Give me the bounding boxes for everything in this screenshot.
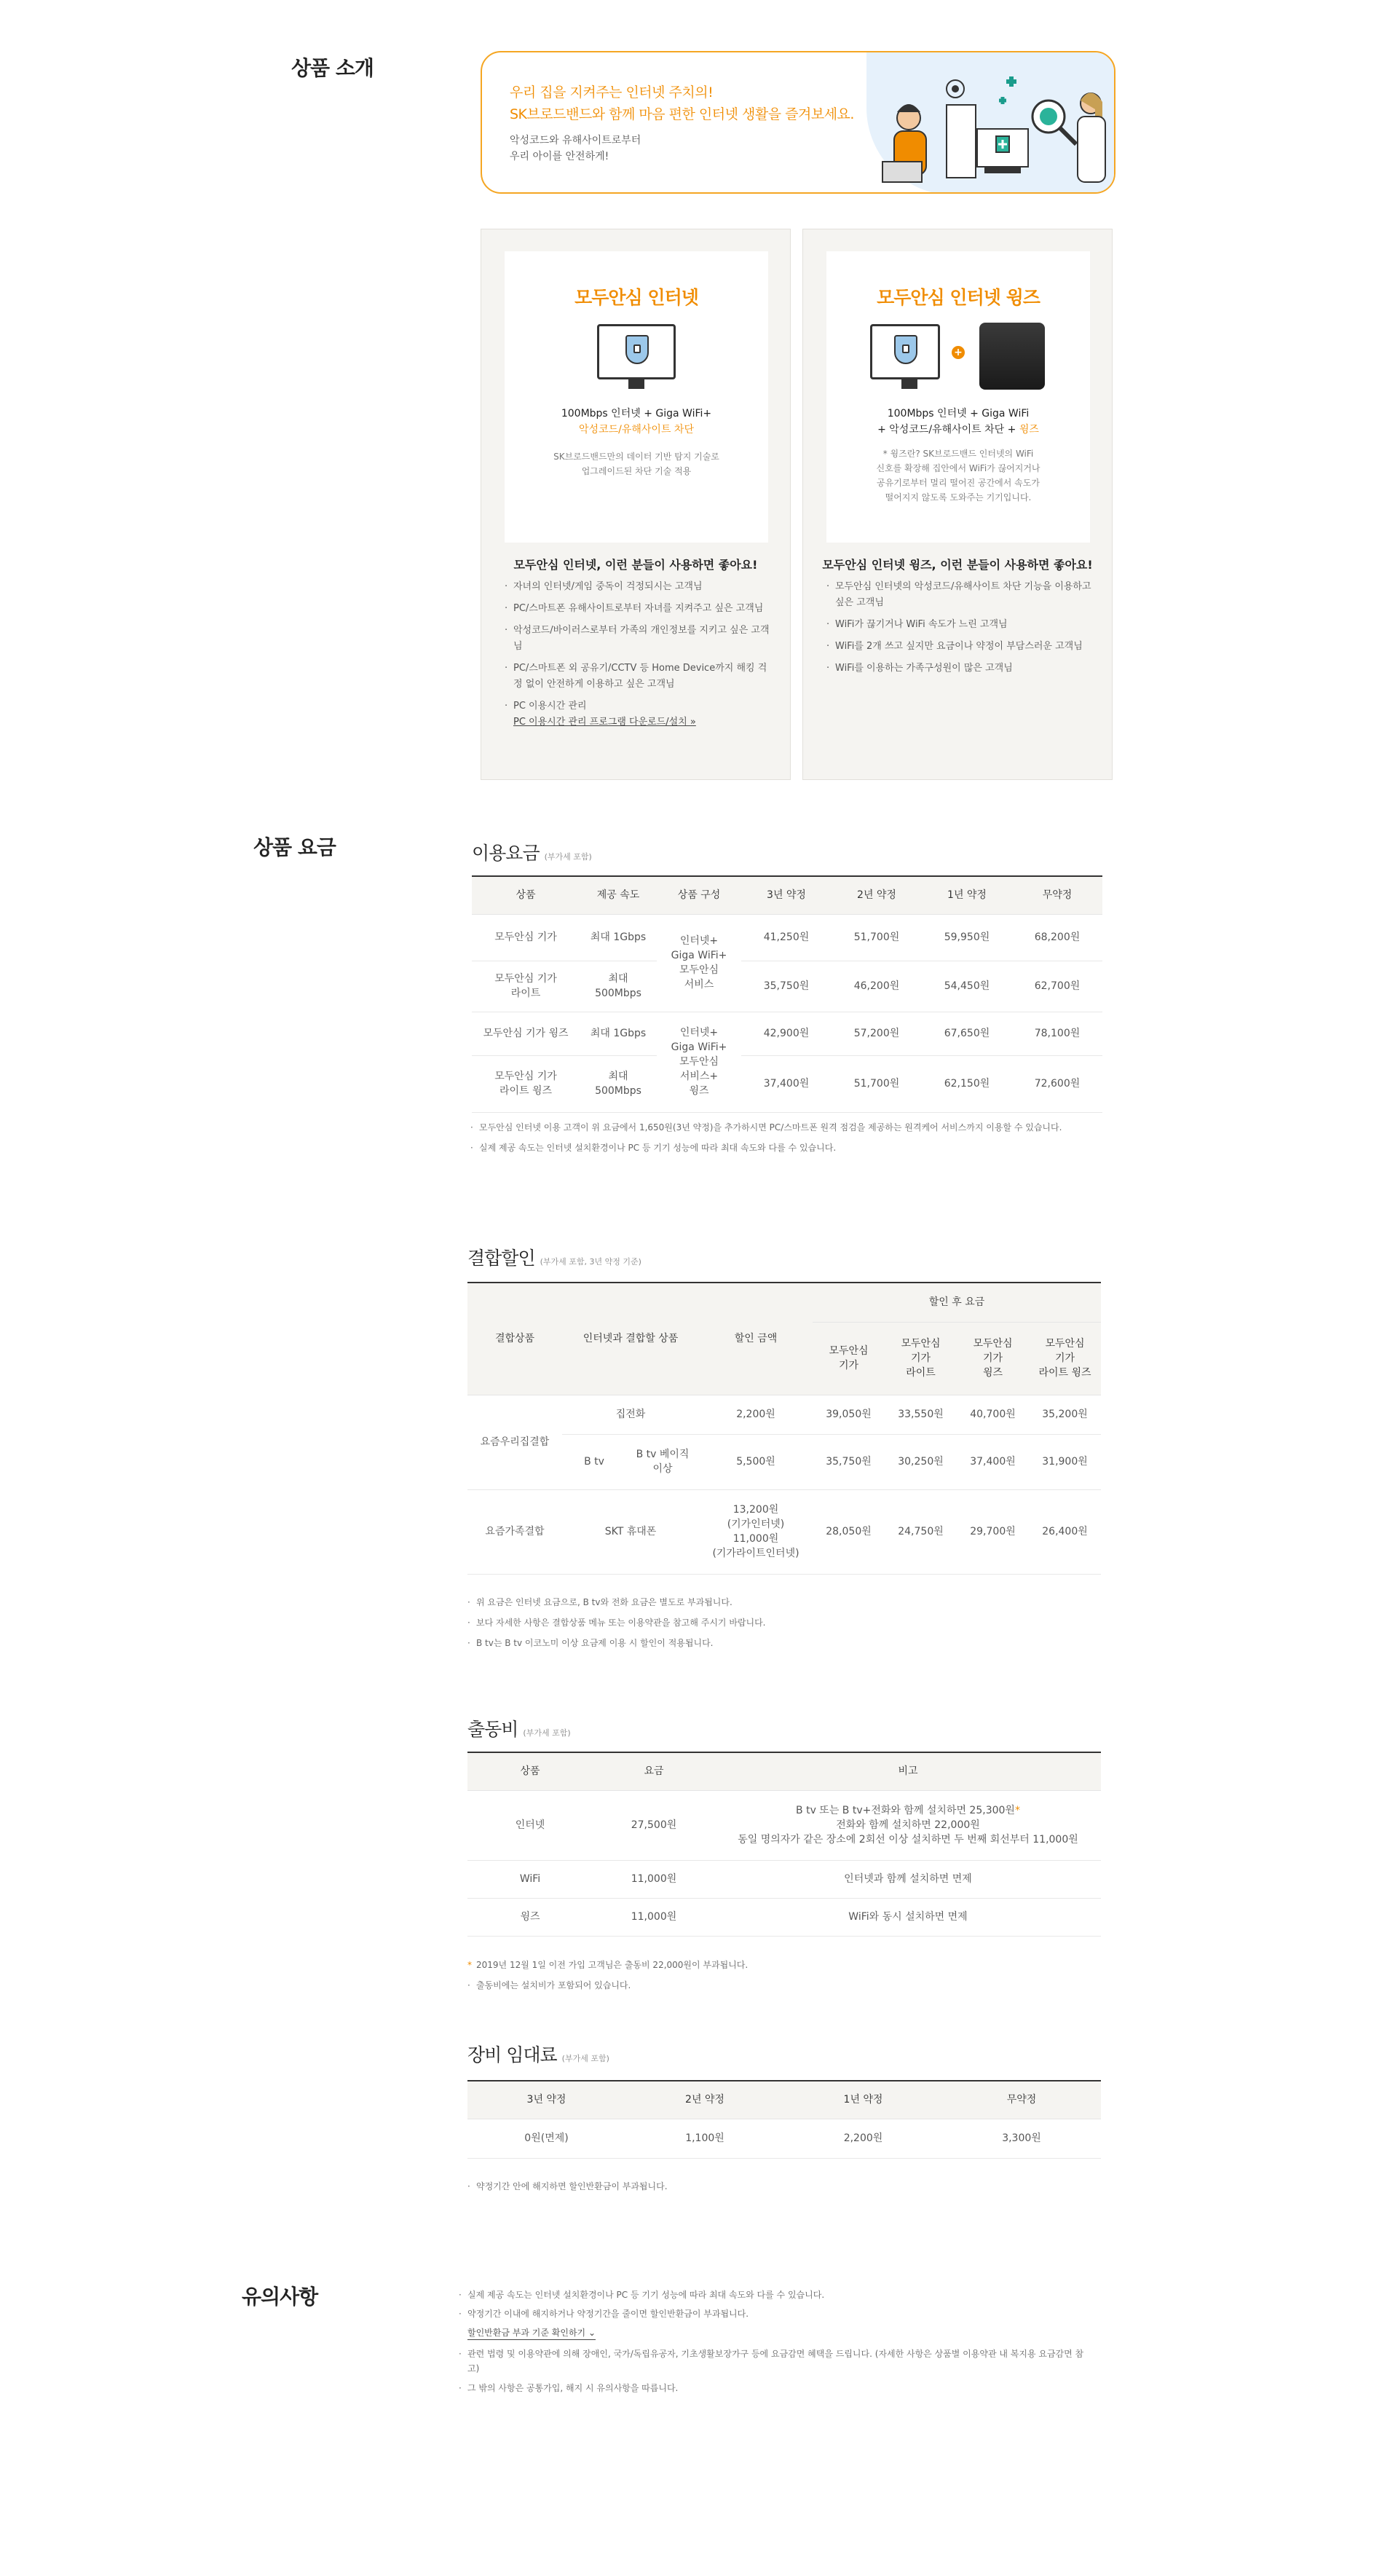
wings-device-icon: [979, 323, 1045, 390]
banner-headline: 우리 집을 지켜주는 인터넷 주치의! SK브로드밴드와 함께 마음 편한 인터넷 생활을 즐겨보세요.: [510, 84, 854, 122]
target-customers-title: 모두안심 인터넷 윙즈, 이런 분들이 사용하면 좋아요!: [822, 558, 1093, 572]
table-row: 모두안심 기가 최대 1Gbps 인터넷+ Giga WiFi+ 모두안심 서비스 41,250원 51,700원 59,950원 68,200원: [472, 914, 1102, 961]
table-row: 윙즈 11,000원 WiFi와 동시 설치하면 면제: [467, 1898, 1101, 1936]
list-item: · 악성코드/바이러스로부터 가족의 개인정보를 지키고 싶은 고객님: [503, 623, 773, 655]
table-row: B tv B tv 베이직 이상 5,500원 35,750원 30,250원 37,400원 31,900원: [467, 1434, 1101, 1489]
note-item: · 약정기간 안에 해지하면 할인반환금이 부과됩니다.: [467, 2176, 1108, 2197]
pc-time-program-download-link[interactable]: PC 이용시간 관리 프로그램 다운로드/설치 »: [513, 717, 696, 728]
bundle-notes: [467, 1592, 1108, 1653]
product-box-wings: [802, 229, 1113, 780]
list-item: · 약정기간 이내에 해지하거나 약정기간을 줄이면 할인반환금이 부과됩니다.: [459, 2304, 1092, 2323]
note-item: · 출동비에는 설치비가 포함되어 있습니다.: [467, 1975, 1108, 1996]
product-spec: 100Mbps 인터넷 + Giga WiFi+ 악성코드/유해사이트 차단: [561, 408, 712, 436]
table-row: 요즘가족결합 SKT 휴대폰 13,200원 (기가인터넷) 11,000원 (기가라이트인터넷) 28,050원 24,750원 29,700원 26,400원: [467, 1489, 1101, 1574]
usage-notes: [470, 1120, 1111, 1155]
product-card: [826, 251, 1090, 543]
list-item: · 그 밖의 사항은 공통가입, 해지 시 유의사항을 따릅니다.: [459, 2379, 1092, 2398]
bundle-discount-table: 결합상품 인터넷과 결합할 상품 할인 금액 할인 후 요금 모두안심 기가 모두안심 기가 라이트 모두안심 기가 윙즈 모두안심 기가 라이트 윙즈 요즘우리집결합 집전화 2,200원 39,050원 33,550원 40,700원 35,200원 B tv B tv 베이직 이상 5,500원 35,750원 30,250원 37,400원 31,900원 요즘가족결합 SKT 휴대폰 13,200원 (기가인터넷) 11,000원 (기가라이트인터넷) 28,050원 24,750원 29,700원 26,400원: [467, 1282, 1101, 1575]
list-item: · 모두안심 인터넷의 악성코드/유해사이트 차단 기능을 이용하고 싶은 고객님: [825, 579, 1094, 611]
usage-fee-table: [472, 875, 1102, 1113]
table-row: 모두안심 기가 라이트 최대 500Mbps 35,750원 46,200원 54,450원 62,700원: [472, 961, 1102, 1012]
section-title-caution: 유의사항: [242, 2285, 318, 2309]
install-notes: [467, 1955, 1108, 1996]
product-spec: 100Mbps 인터넷 + Giga WiFi + 악성코드/유해사이트 차단 + 윙즈: [877, 408, 1039, 436]
table-row: 모두안심 기가 윙즈 최대 1Gbps 인터넷+ Giga WiFi+ 모두안심 서비스+ 윙즈 42,900원 57,200원 67,650원 78,100원: [472, 1012, 1102, 1055]
product-card: [505, 251, 768, 543]
product-name: 모두안심 인터넷: [574, 287, 698, 308]
caution-list: [459, 2285, 1092, 2398]
composition-cell: 인터넷+ Giga WiFi+ 모두안심 서비스+ 윙즈: [657, 1012, 741, 1112]
monitor-icon: [597, 324, 676, 379]
promo-banner: [481, 51, 1115, 194]
note-item: * 2019년 12월 1일 이전 가입 고객님은 출동비 22,000원이 부과됩니다.: [467, 1955, 1108, 1975]
monitor-icon: [870, 324, 940, 379]
penalty-criteria-button[interactable]: 할인반환금 부과 기준 확인하기 ⌄: [467, 2326, 596, 2340]
note-item: · 실제 제공 속도는 인터넷 설치환경이나 PC 등 기기 성능에 따라 최대 속도와 다를 수 있습니다.: [470, 1141, 1111, 1155]
install-fee-table: 상품 요금 비고 인터넷 27,500원 B tv 또는 B tv+전화와 함께 설치하면 25,300원* 전화와 함께 설치하면 22,000원 동일 명의자가 같은 장소에 2회선 이상 설치하면 두 번째 회선부터 11,000원 WiFi 11,000원 인터넷과 함께 설치하면 면제 윙즈 11,000원 WiFi와 동시 설치하면 면제: [467, 1752, 1101, 1937]
note-item: · 위 요금은 인터넷 요금으로, B tv와 전화 요금은 별도로 부과됩니다.: [467, 1592, 1108, 1612]
section-title-pricing: 상품 요금: [253, 835, 336, 859]
list-item: · 관련 법령 및 이용약관에 의해 장애인, 국가/독립유공자, 기초생활보장가구 등에 요금감면 혜택을 드립니다. (자세한 사항은 상품별 이용약관 내 복지용 요금감면 참고): [459, 2347, 1092, 2376]
plus-icon: +: [952, 346, 965, 359]
target-customer-list: [503, 579, 773, 736]
shield-lock-icon: [894, 335, 917, 364]
table-header-row: 상품 제공 속도 상품 구성 3년 약정 2년 약정 1년 약정 무약정: [472, 876, 1102, 914]
family-computer-illustration: [861, 60, 1115, 194]
install-fee-title: 출동비 (부가세 포함): [467, 1719, 571, 1740]
list-item: · 실제 제공 속도는 인터넷 설치환경이나 PC 등 기기 성능에 따라 최대 속도와 다를 수 있습니다.: [459, 2285, 1092, 2304]
usage-fee-title: 이용요금 (부가세 포함): [472, 843, 592, 864]
product-name: 모두안심 인터넷 윙즈: [877, 287, 1040, 308]
table-row: 모두안심 기가 라이트 윙즈 최대 500Mbps 37,400원 51,700원 62,150원 72,600원: [472, 1055, 1102, 1112]
table-row: WiFi 11,000원 인터넷과 함께 설치하면 면제: [467, 1860, 1101, 1898]
product-box-internet: [481, 229, 791, 780]
product-desc: SK브로드밴드만의 데이터 기반 탐지 기술로 업그레이드된 차단 기술 적용: [553, 452, 719, 476]
section-title-intro: 상품 소개: [291, 56, 374, 80]
rental-notes: [467, 2176, 1108, 2197]
chevron-down-icon: ⌄: [588, 2328, 596, 2338]
note-item: · 보다 자세한 사항은 결합상품 메뉴 또는 이용약관을 참고해 주시기 바랍니다.: [467, 1612, 1108, 1633]
rental-fee-table: 3년 약정 2년 약정 1년 약정 무약정 0원(면제) 1,100원 2,200원 3,300원: [467, 2080, 1101, 2159]
list-item: · WiFi를 이용하는 가족구성원이 많은 고객님: [825, 661, 1094, 677]
note-item: · B tv는 B tv 이코노미 이상 요금제 이용 시 할인이 적용됩니다.: [467, 1633, 1108, 1653]
shield-lock-icon: [625, 335, 649, 364]
target-customer-list: [825, 579, 1094, 682]
list-item: · WiFi를 2개 쓰고 싶지만 요금이나 약정이 부담스러운 고객님: [825, 639, 1094, 655]
target-customers-title: 모두안심 인터넷, 이런 분들이 사용하면 좋아요!: [513, 558, 758, 572]
composition-cell: 인터넷+ Giga WiFi+ 모두안심 서비스: [657, 914, 741, 1012]
list-item: · PC/스마트폰 유해사이트로부터 자녀를 지켜주고 싶은 고객님: [503, 601, 773, 617]
bundle-discount-title: 결합할인 (부가세 포함, 3년 약정 기준): [467, 1248, 641, 1269]
note-item: · 모두안심 인터넷 이용 고객이 위 요금에서 1,650원(3년 약정)을 추가하시면 PC/스마트폰 원격 점검을 제공하는 원격케어 서비스까지 이용할 수 있습니다.: [470, 1120, 1111, 1135]
list-item: · 자녀의 인터넷/게임 중독이 걱정되시는 고객님: [503, 579, 773, 595]
wings-desc: * 윙즈란? SK브로드밴드 인터넷의 WiFi 신호를 확장해 집안에서 WiFi가 끊어지거나 공유기로부터 멀리 떨어진 공간에서 속도가 떨어지지 않도록 도와주는 기기입니다.: [876, 449, 1040, 503]
table-row: 0원(면제) 1,100원 2,200원 3,300원: [467, 2119, 1101, 2158]
rental-fee-title: 장비 임대료 (부가세 포함): [467, 2044, 609, 2065]
banner-subtext: 악성코드와 유해사이트로부터 우리 아이를 안전하게!: [510, 135, 641, 162]
table-row: 인터넷 27,500원 B tv 또는 B tv+전화와 함께 설치하면 25,300원* 전화와 함께 설치하면 22,000원 동일 명의자가 같은 장소에 2회선 이상 설치하면 두 번째 회선부터 11,000원: [467, 1790, 1101, 1860]
table-row: 요즘우리집결합 집전화 2,200원 39,050원 33,550원 40,700원 35,200원: [467, 1395, 1101, 1434]
list-item: · WiFi가 끊기거나 WiFi 속도가 느린 고객님: [825, 617, 1094, 633]
list-item: · PC 이용시간 관리 PC 이용시간 관리 프로그램 다운로드/설치 »: [503, 698, 773, 730]
list-item: · PC/스마트폰 외 공유기/CCTV 등 Home Device까지 해킹 걱정 없이 안전하게 이용하고 싶은 고객님: [503, 661, 773, 693]
